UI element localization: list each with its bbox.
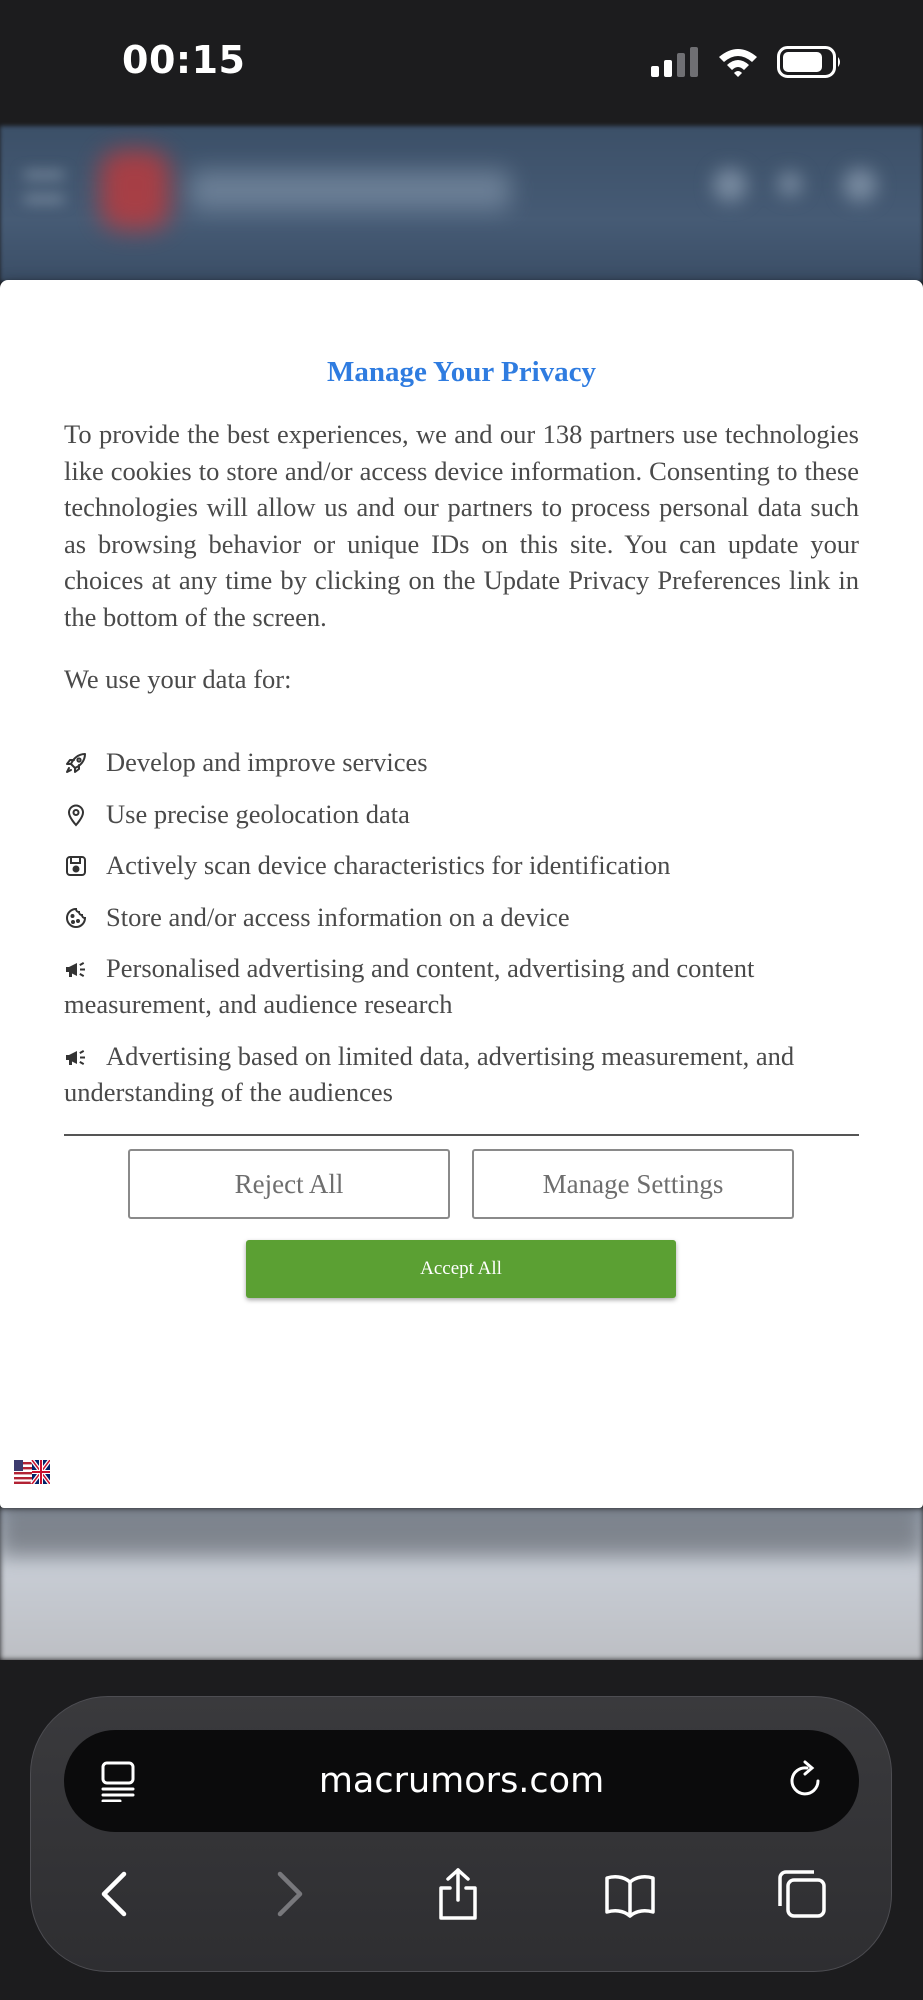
tabs-icon[interactable] bbox=[776, 1868, 828, 1920]
purpose-item: Advertising based on limited data, advertising measurement, and understanding of the audiences bbox=[64, 1040, 795, 1107]
forward-icon[interactable] bbox=[262, 1868, 314, 1920]
purpose-item: Store and/or access information on a device bbox=[64, 899, 859, 935]
divider bbox=[64, 1134, 859, 1136]
background-site-logo bbox=[100, 150, 520, 230]
background-header-icons bbox=[693, 168, 893, 208]
reload-icon[interactable] bbox=[785, 1760, 825, 1802]
us-uk-flag-icon[interactable] bbox=[14, 1460, 50, 1484]
consent-description: To provide the best experiences, we and our 138 partners use technologies like cookies to store and/or access device information. Consenting to these technologies will allow us and our partners to process personal data such as browsing behavior or unique IDs on this site. You can update your choices at any time by clicking on the Update Privacy Preferences link in the bottom of the screen. bbox=[64, 419, 859, 632]
url-text[interactable]: macrumors.com bbox=[318, 1761, 605, 1801]
location-pin-icon bbox=[64, 803, 88, 827]
manage-settings-button[interactable]: Manage Settings bbox=[472, 1149, 794, 1219]
purpose-item: Develop and improve services bbox=[64, 744, 859, 780]
purpose-item: Personalised advertising and content, advertising and content measurement, and audience research bbox=[64, 953, 755, 1019]
status-bar bbox=[0, 0, 923, 126]
purpose-list bbox=[64, 744, 859, 1125]
cellular-signal-icon bbox=[651, 47, 699, 77]
data-uses-heading: We use your data for: bbox=[64, 664, 292, 694]
share-icon[interactable] bbox=[432, 1868, 484, 1920]
megaphone-icon bbox=[64, 957, 88, 981]
background-menu-icon bbox=[24, 172, 64, 202]
megaphone-icon bbox=[64, 1045, 88, 1069]
cookie-icon bbox=[64, 906, 88, 930]
bookmarks-icon[interactable] bbox=[604, 1868, 656, 1920]
back-icon[interactable] bbox=[90, 1868, 142, 1920]
status-time: 00:15 bbox=[122, 38, 246, 82]
accept-all-button[interactable]: Accept All bbox=[246, 1240, 676, 1298]
reject-all-button[interactable]: Reject All bbox=[128, 1149, 450, 1219]
wifi-icon bbox=[717, 47, 759, 77]
floppy-disk-icon bbox=[64, 854, 88, 878]
privacy-consent-dialog bbox=[0, 280, 923, 1508]
address-bar[interactable] bbox=[64, 1730, 859, 1832]
purpose-item: Use precise geolocation data bbox=[64, 796, 859, 832]
dialog-title: Manage Your Privacy bbox=[326, 356, 596, 388]
status-icons bbox=[651, 44, 843, 80]
battery-icon bbox=[777, 46, 843, 78]
rocket-icon bbox=[64, 751, 88, 775]
purpose-item: Actively scan device characteristics for identification bbox=[64, 847, 859, 883]
